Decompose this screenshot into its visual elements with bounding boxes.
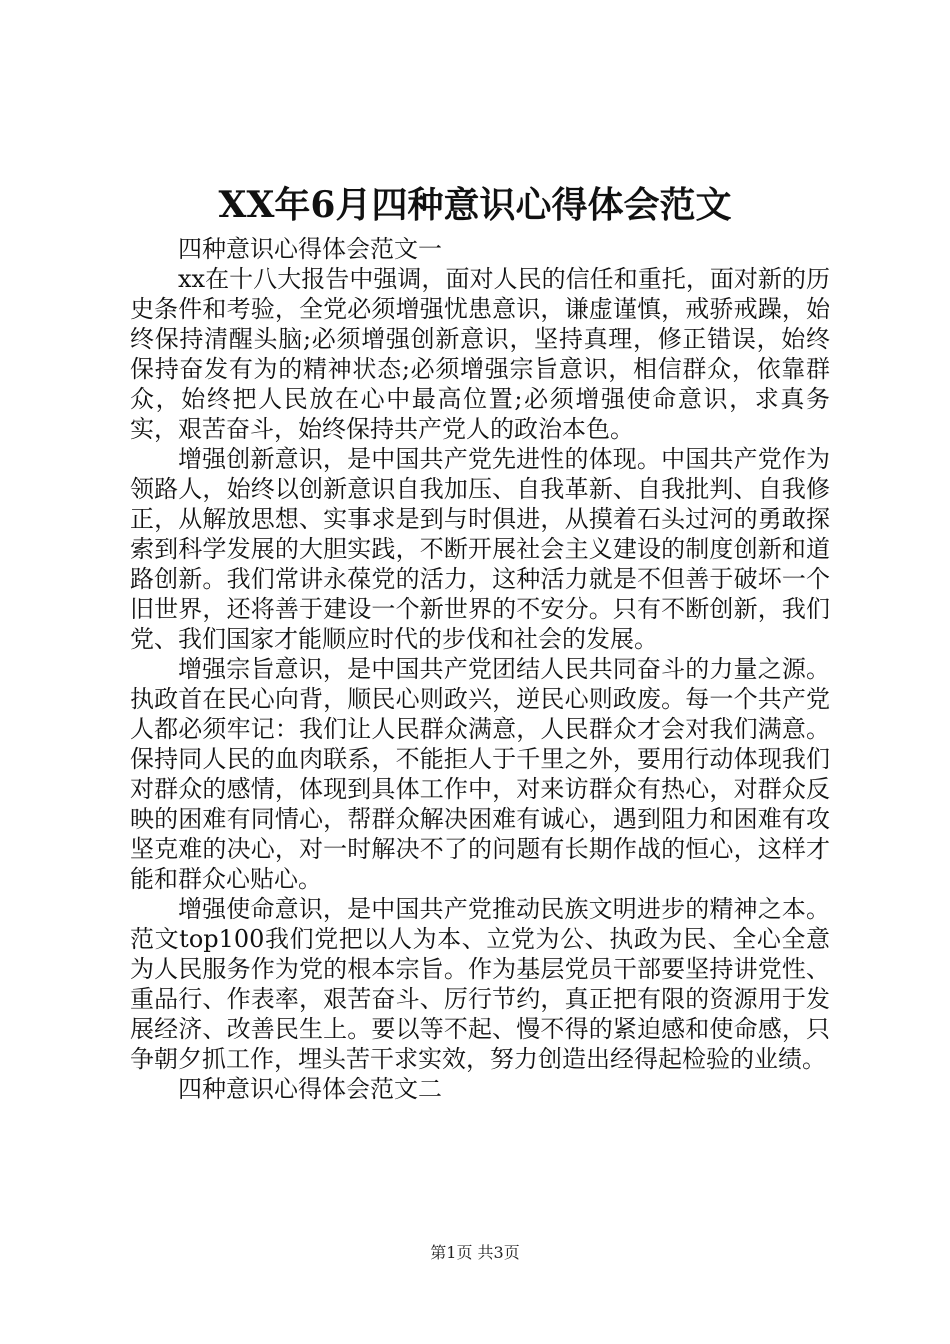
paragraph: 增强创新意识，是中国共产党先进性的体现。中国共产党作为领路人，始终以创新意识自我加压、自我革新、自我批判、自我修正，从解放思想、实事求是到与时俱进，从摸着石头过河的勇敢探索到科学发展的大胆实践，不断开展社会主义建设的制度创新和道路创新。我们常讲永葆党的活力，这种活力就是不但善于破坏一个旧世界，还将善于建设一个新世界的不安分。只有不断创新，我们党、我们国家才能顺应时代的步伐和社会的发展。: [130, 445, 830, 653]
paragraph: xx在十八大报告中强调，面对人民的信任和重托，面对新的历史条件和考验，全党必须增强忧患意识，谦虚谨慎，戒骄戒躁，始终保持清醒头脑;必须增强创新意识，坚持真理，修正错误，始终保持奋发有为的精神状态;必须增强宗旨意识，相信群众，依靠群众，始终把人民放在心中最高位置;必须增强使命意识，求真务实，艰苦奋斗，始终保持共产党人的政治本色。: [130, 265, 830, 443]
page-footer: 第1页 共3页: [430, 1243, 520, 1262]
section-heading-two: 四种意识心得体会范文二: [178, 1075, 442, 1103]
document-title: XX年6月四种意识心得体会范文: [218, 184, 732, 226]
document-body: [130, 234, 830, 1104]
section-heading-one: 四种意识心得体会范文一: [178, 235, 442, 263]
paragraph: 增强宗旨意识，是中国共产党团结人民共同奋斗的力量之源。执政首在民心向背，顺民心则政兴，逆民心则政废。每一个共产党人都必须牢记：我们让人民群众满意，人民群众才会对我们满意。保持同人民的血肉联系，不能拒人于千里之外，要用行动体现我们对群众的感情，体现到具体工作中，对来访群众有热心，对群众反映的困难有同情心，帮群众解决困难有诚心，遇到阻力和困难有攻坚克难的决心，对一时解决不了的问题有长期作战的恒心，这样才能和群众心贴心。: [130, 655, 830, 893]
paragraph: 增强使命意识，是中国共产党推动民族文明进步的精神之本。范文top100我们党把以人为本、立党为公、执政为民、全心全意为人民服务作为党的根本宗旨。作为基层党员干部要坚持讲党性、重品行、作表率，艰苦奋斗、厉行节约，真正把有限的资源用于发展经济、改善民生上。要以等不起、慢不得的紧迫感和使命感，只争朝夕抓工作，埋头苦干求实效，努力创造出经得起检验的业绩。: [130, 895, 830, 1073]
